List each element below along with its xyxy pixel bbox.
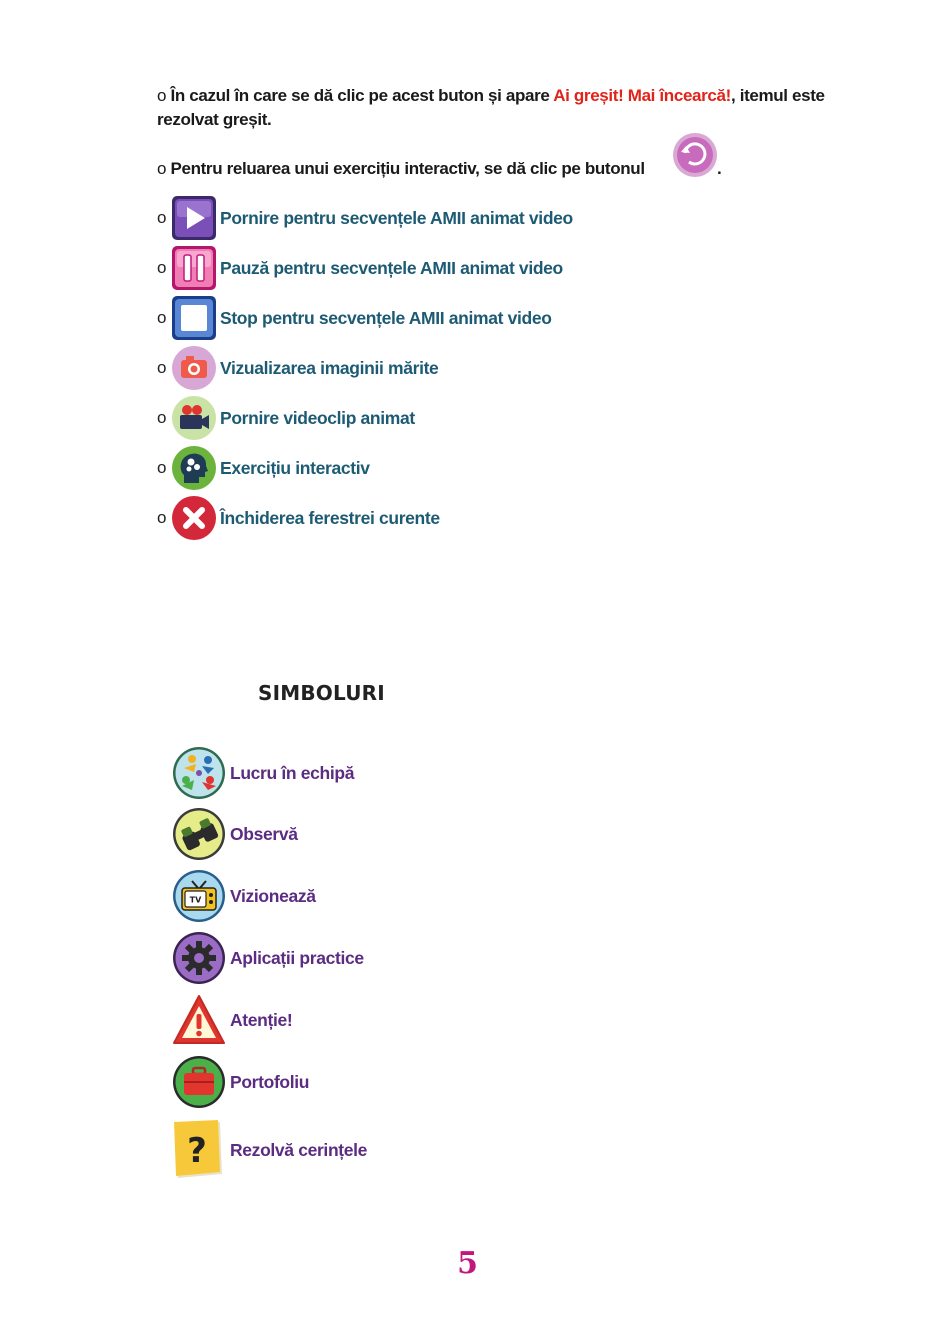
symbol-label: Observă [230, 823, 298, 844]
symbol-label: Vizionează [230, 885, 316, 906]
intro-line-2 [157, 108, 271, 132]
bullet: o [157, 159, 167, 178]
symbol-row-teamwork [172, 745, 354, 801]
legend-label: Închiderea ferestrei curente [220, 507, 440, 528]
symbols-heading: SIMBOLURI [258, 681, 385, 705]
tv-icon [172, 869, 226, 923]
legend-label: Pauză pentru secvențele AMII animat video [220, 257, 563, 278]
intro-text-a: În cazul în care se dă clic pe acest buton și apare [170, 86, 554, 105]
retry-period: . [717, 159, 722, 178]
symbol-row-watch [172, 868, 316, 924]
intro-text-b: , itemul este [730, 86, 825, 105]
head-gears-icon [171, 445, 217, 491]
legend-label: Vizualizarea imaginii mărite [220, 357, 439, 378]
symbol-label: Portofoliu [230, 1071, 310, 1092]
bullet: o [157, 86, 167, 105]
intro-line-3 [157, 157, 645, 181]
intro-text-c: rezolvat greșit. [157, 110, 272, 129]
legend-label: Exercițiu interactiv [220, 457, 370, 478]
bullet: o [157, 358, 167, 377]
teamwork-icon [172, 746, 226, 800]
legend-row-pause [157, 244, 563, 292]
bullet: o [157, 508, 167, 527]
error-message-text: Ai greșit! Mai încearcă! [553, 86, 731, 105]
bullet: o [157, 308, 167, 327]
bullet: o [157, 408, 167, 427]
symbol-row-attention [172, 992, 292, 1048]
legend-row-play [157, 194, 573, 242]
symbol-row-practical [172, 930, 364, 986]
pause-icon [171, 245, 217, 291]
symbol-row-observe [172, 806, 298, 862]
symbol-label: Aplicații practice [230, 947, 364, 968]
symbol-label: Rezolvă cerințele [230, 1139, 368, 1160]
bullet: o [157, 208, 167, 227]
question-note-icon [172, 1118, 226, 1182]
stop-icon [171, 295, 217, 341]
symbol-row-solve [172, 1118, 367, 1182]
retry-icon[interactable] [671, 131, 722, 179]
legend-row-camera [157, 344, 438, 392]
binoculars-icon [172, 807, 226, 861]
gear-icon [172, 931, 226, 985]
svg-text:TV: TV [189, 895, 202, 905]
camera-icon [171, 345, 217, 391]
legend-label: Pornire pentru secvențele AMII animat video [220, 207, 573, 228]
bullet: o [157, 458, 167, 477]
symbol-label: Lucru în echipă [230, 762, 355, 783]
warning-icon [172, 993, 226, 1047]
briefcase-icon [172, 1055, 226, 1109]
legend-label: Pornire videoclip animat [220, 407, 415, 428]
legend-row-video [157, 394, 415, 442]
page-number: 5 [457, 1246, 478, 1281]
video-camera-icon [171, 395, 217, 441]
legend-row-interactive [157, 444, 370, 492]
play-icon [171, 195, 217, 241]
svg-text:?: ? [187, 1131, 207, 1171]
retry-text: Pentru reluarea unui exercițiu interactiv, se dă clic pe butonul [170, 159, 645, 178]
symbol-row-portfolio [172, 1054, 309, 1110]
bullet: o [157, 258, 167, 277]
legend-label: Stop pentru secvențele AMII animat video [220, 307, 552, 328]
intro-line-1 [157, 84, 825, 108]
close-icon [171, 495, 217, 541]
legend-row-stop [157, 294, 552, 342]
symbol-label: Atenție! [230, 1009, 293, 1030]
legend-row-close [157, 494, 440, 542]
